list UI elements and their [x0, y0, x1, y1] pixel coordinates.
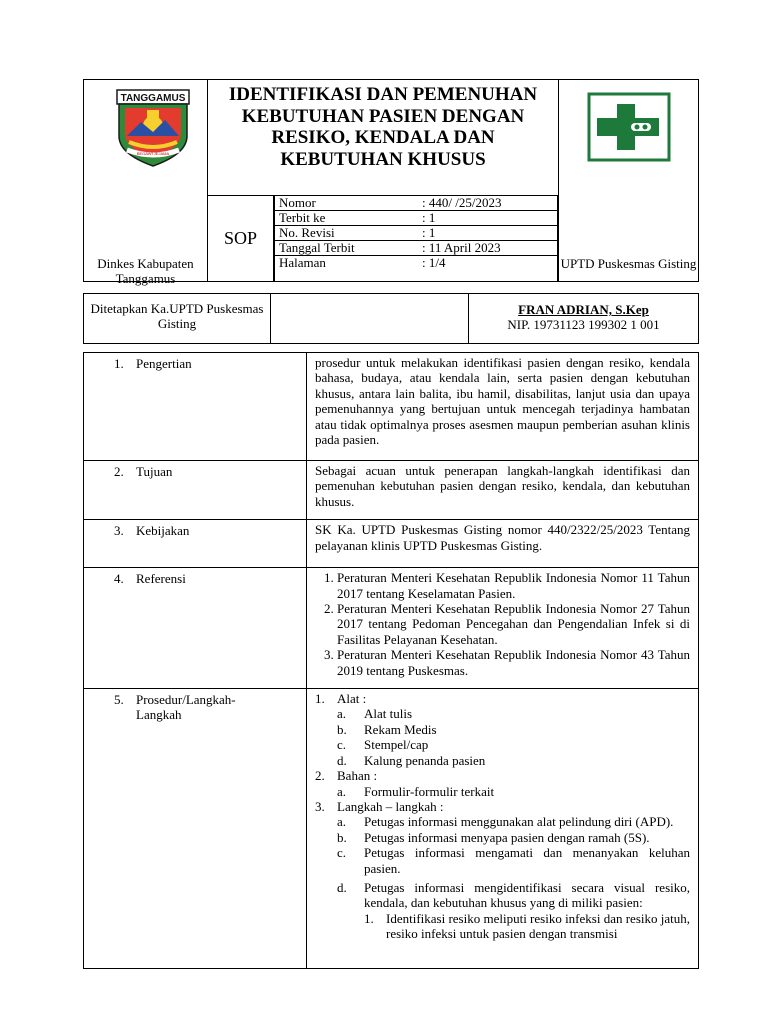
section-row: [84, 461, 699, 520]
section-text: Sebagai acuan untuk penerapan langkah-langkah identifikasi dan pemenuhan kebutuhan pasien dengan resiko, kendala, dan kebutuhan khusus.: [307, 461, 699, 520]
meta-cell: [274, 196, 559, 282]
section-label: Tujuan: [136, 464, 173, 479]
section-label: Referensi: [136, 571, 186, 587]
reference-list: [315, 570, 690, 678]
signature-blank: [271, 294, 469, 344]
meta-row: [275, 226, 558, 241]
section-row: [84, 689, 699, 969]
established-by: Ditetapkan Ka.UPTD Puskesmas Gisting: [84, 294, 271, 344]
meta-key: Nomor: [275, 196, 419, 211]
reference-item: 3. Peraturan Menteri Kesehatan Republik Indonesia Nomor 43 Tahun 2019 tentang Puskesmas.: [337, 647, 690, 678]
meta-value: : 1: [418, 211, 558, 226]
section-label: Prosedur/Langkah-Langkah: [136, 692, 236, 723]
meta-row: [275, 211, 558, 226]
item-marker: d.: [337, 752, 347, 768]
tanggamus-emblem-icon: [113, 84, 193, 170]
item-marker: a.: [337, 783, 347, 799]
meta-key: Halaman: [275, 256, 419, 282]
item-text: Alat tulis: [364, 706, 413, 722]
meta-row: [275, 256, 558, 282]
item-text: Petugas informasi mengidentifikasi secara visual resiko, kendala, dan kebutuhan khusus yang di miliki pasien:: [364, 879, 690, 911]
section-row: [84, 568, 699, 689]
list-item: [315, 845, 690, 876]
item-marker: a.: [337, 814, 347, 830]
item-marker: c.: [337, 845, 347, 861]
section-text: prosedur untuk melakukan identifikasi pasien dengan resiko, kendala bahasa, budaya, atau kendala lain, serta pasien dengan kebutuhan khusus, antara lain balita, ibu hamil, disabilitas, lanjut usia dan upaya pemenuhannya yang bertujuan untuk mencegah terjadinya hambatan atau tidak optimalnya proses asesmen maupun pemberian asuhan klinis pada pasien.: [307, 353, 699, 461]
document-title: IDENTIFIKASI DAN PEMENUHAN KEBUTUHAN PASIEN DENGAN RESIKO, KENDALA DAN KEBUTUHAN KHUSUS: [208, 80, 559, 196]
meta-value: : 440/ /25/2023: [418, 196, 558, 211]
group-label: Alat :: [337, 691, 367, 707]
meta-key: Terbit ke: [275, 211, 419, 226]
signature-table: [83, 293, 699, 344]
section-text: SK Ka. UPTD Puskesmas Gisting nomor 440/2322/25/2023 Tentang pelayanan klinis UPTD Puskesmas Gisting.: [307, 520, 699, 568]
sop-header-table: [83, 79, 699, 286]
group-label: Langkah – langkah :: [337, 798, 444, 814]
meta-value: : 1: [418, 226, 558, 241]
list-item: [315, 706, 690, 721]
item-text: Petugas informasi menyapa pasien dengan ramah (5S).: [364, 829, 650, 845]
section-label-cell: [84, 689, 307, 969]
item-marker: b.: [337, 721, 347, 737]
list-item: [315, 911, 690, 942]
item-marker: a.: [337, 706, 347, 722]
right-logo-cell: [559, 80, 699, 282]
group-label: Bahan :: [337, 768, 378, 784]
section-label: Pengertian: [136, 356, 192, 371]
sop-body-table: [83, 352, 699, 969]
procedure-group: [315, 768, 690, 783]
left-org-label: Dinkes Kabupaten Tanggamus: [97, 256, 194, 286]
signatory-name: FRAN ADRIAN, S.Kep: [518, 302, 649, 317]
item-text: Formulir-formulir terkait: [364, 783, 495, 799]
section-row: [84, 353, 699, 461]
item-text: Identifikasi resiko meliputi resiko infeksi dan resiko jatuh, resiko infeksi untuk pasien dengan transmisi: [386, 910, 690, 942]
meta-value: : 11 April 2023: [418, 241, 558, 256]
section-number: 3.: [114, 523, 124, 539]
section-label-cell: [84, 520, 307, 568]
item-text: Petugas informasi menggunakan alat pelindung diri (APD).: [364, 814, 674, 830]
list-item: [315, 814, 690, 829]
section-label-cell: [84, 568, 307, 689]
item-text: Petugas informasi mengamati dan menanyakan keluhan pasien.: [364, 845, 690, 876]
section-number: 4.: [114, 571, 124, 587]
item-text: Rekam Medis: [364, 721, 437, 737]
group-number: 3.: [315, 798, 325, 814]
section-label-cell: [84, 461, 307, 520]
signatory-nip: NIP. 19731123 199302 1 001: [507, 317, 660, 332]
list-item: [315, 722, 690, 737]
item-text: Kalung penanda pasien: [364, 752, 486, 768]
item-marker: d.: [337, 879, 347, 895]
meta-row: [275, 241, 558, 256]
group-number: 2.: [315, 768, 325, 784]
procedure-group: [315, 799, 690, 814]
section-label: Kebijakan: [136, 523, 190, 539]
references-cell: [307, 568, 699, 689]
left-logo-cell: [84, 80, 208, 286]
meta-table: [274, 196, 558, 281]
list-item: [315, 737, 690, 752]
item-marker: c.: [337, 737, 347, 753]
puskesmas-cross-icon: [587, 92, 671, 162]
reference-item: 2. Peraturan Menteri Kesehatan Republik Indonesia Nomor 27 Tahun 2017 tentang Pedoman Pencegahan dan Pengendalian Infek si di Fasilitas Pelayanan Kesehatan.: [337, 601, 690, 647]
list-item: [315, 753, 690, 768]
group-number: 1.: [315, 691, 325, 707]
procedure-group: [315, 691, 690, 706]
list-item: [315, 880, 690, 911]
list-item: [315, 830, 690, 845]
item-text: Stempel/cap: [364, 737, 429, 753]
meta-value: : 1/4: [418, 256, 558, 282]
section-number: 1.: [114, 356, 124, 371]
section-number: 5.: [114, 692, 124, 708]
section-row: [84, 520, 699, 568]
meta-key: No. Revisi: [275, 226, 419, 241]
right-org-label: UPTD Puskesmas Gisting: [560, 256, 697, 271]
meta-row: [275, 196, 558, 211]
reference-item: 1. Peraturan Menteri Kesehatan Republik Indonesia Nomor 11 Tahun 2017 tentang Keselamatan Pasien.: [337, 570, 690, 601]
signatory: [469, 294, 699, 344]
section-label-cell: [84, 353, 307, 461]
section-number: 2.: [114, 464, 124, 479]
procedure-cell: [307, 689, 699, 969]
item-marker: 1.: [364, 910, 374, 926]
sop-label: SOP: [208, 196, 274, 282]
list-item: [315, 784, 690, 799]
meta-key: Tanggal Terbit: [275, 241, 419, 256]
item-marker: b.: [337, 829, 347, 845]
emblem-title-text: TANGGAMUS: [120, 93, 186, 104]
emblem-ribbon-text: BEGAWI JEJAMA: [136, 151, 170, 156]
